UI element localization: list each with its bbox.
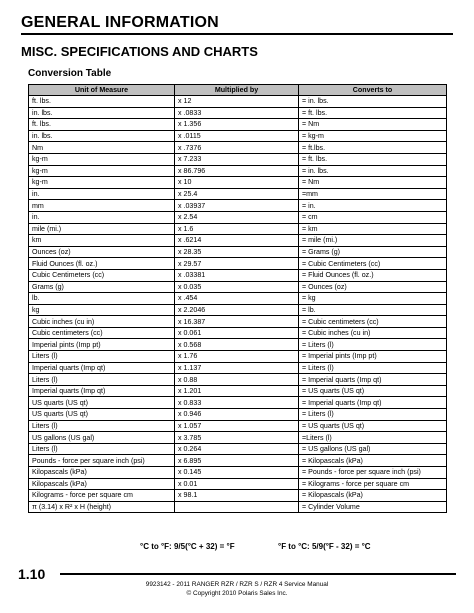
multiplier-cell: x .7376: [175, 142, 299, 154]
footer-manual-title: 9923142 - 2011 RANGER RZR / RZR S / RZR 4 Service Manual: [145, 581, 329, 588]
converts-to-cell: = Imperial quarts (Imp qt): [299, 374, 447, 386]
unit-cell: kg-m: [29, 177, 175, 189]
table-row: [29, 397, 447, 409]
multiplier-cell: x .03937: [175, 200, 299, 212]
unit-cell: Imperial pints (Imp pt): [29, 339, 175, 351]
converts-to-cell: = in. lbs.: [299, 96, 447, 108]
table-row: [29, 235, 447, 247]
converts-to-cell: = Cubic Centimeters (cc): [299, 258, 447, 270]
table-row: [29, 142, 447, 154]
footer-copyright: © Copyright 2010 Polaris Sales Inc.: [186, 590, 288, 597]
unit-cell: Liters (l): [29, 374, 175, 386]
multiplier-cell: x 25.4: [175, 188, 299, 200]
converts-to-cell: = Nm: [299, 177, 447, 189]
converts-to-cell: = Grams (g): [299, 246, 447, 258]
unit-cell: Imperial quarts (Imp qt): [29, 385, 175, 397]
table-row: [29, 269, 447, 281]
converts-to-cell: = Liters (l): [299, 409, 447, 421]
multiplier-cell: x .03381: [175, 269, 299, 281]
converts-to-cell: = cm: [299, 211, 447, 223]
unit-cell: Liters (l): [29, 420, 175, 432]
multiplier-cell: x 0.88: [175, 374, 299, 386]
converts-to-cell: = in. lbs.: [299, 165, 447, 177]
unit-cell: mile (mi.): [29, 223, 175, 235]
converts-to-cell: = kg: [299, 293, 447, 305]
unit-cell: Kilopascals (kPa): [29, 467, 175, 479]
table-row: [29, 177, 447, 189]
converts-to-cell: = Fluid Ounces (fl. oz.): [299, 269, 447, 281]
table-row: [29, 96, 447, 108]
multiplier-cell: x 1.201: [175, 385, 299, 397]
header-rule: [21, 33, 453, 35]
unit-cell: Fluid Ounces (fl. oz.): [29, 258, 175, 270]
unit-cell: ft. lbs.: [29, 119, 175, 131]
multiplier-cell: x 0.061: [175, 327, 299, 339]
unit-cell: lb.: [29, 293, 175, 305]
conversion-table: [28, 84, 447, 513]
unit-cell: Pounds - force per square inch (psi): [29, 455, 175, 467]
table-row: [29, 200, 447, 212]
multiplier-cell: x 2.2046: [175, 304, 299, 316]
unit-cell: Imperial quarts (Imp qt): [29, 362, 175, 374]
unit-cell: mm: [29, 200, 175, 212]
multiplier-cell: x 98.1: [175, 490, 299, 502]
converts-to-cell: = US quarts (US qt): [299, 420, 447, 432]
multiplier-cell: x 7.233: [175, 153, 299, 165]
table-row: [29, 385, 447, 397]
multiplier-cell: x 10: [175, 177, 299, 189]
table-row: [29, 420, 447, 432]
table-row: [29, 304, 447, 316]
table-row: [29, 165, 447, 177]
multiplier-cell: x 16.387: [175, 316, 299, 328]
table-row: [29, 374, 447, 386]
multiplier-cell: x 0.568: [175, 339, 299, 351]
converts-to-cell: =Liters (l): [299, 432, 447, 444]
unit-cell: km: [29, 235, 175, 247]
converts-to-cell: = Cubic centimeters (cc): [299, 316, 447, 328]
table-title: Conversion Table: [28, 68, 112, 79]
unit-cell: kg-m: [29, 153, 175, 165]
multiplier-cell: x 2.54: [175, 211, 299, 223]
unit-cell: US gallons (US gal): [29, 432, 175, 444]
column-header: Converts to: [299, 85, 447, 96]
unit-cell: in.: [29, 211, 175, 223]
table-row: [29, 478, 447, 490]
multiplier-cell: x 0.833: [175, 397, 299, 409]
table-row: [29, 153, 447, 165]
column-header: Multiplied by: [175, 85, 299, 96]
converts-to-cell: = ft. lbs.: [299, 153, 447, 165]
table-row: [29, 281, 447, 293]
unit-cell: Nm: [29, 142, 175, 154]
converts-to-cell: =mm: [299, 188, 447, 200]
multiplier-cell: x 6.895: [175, 455, 299, 467]
unit-cell: kg-m: [29, 165, 175, 177]
table-row: [29, 409, 447, 421]
formula-c-to-f: °C to °F: 9/5(°C + 32) = °F: [140, 542, 235, 551]
unit-cell: US quarts (US qt): [29, 397, 175, 409]
multiplier-cell: x 28.35: [175, 246, 299, 258]
table-row: [29, 467, 447, 479]
converts-to-cell: = lb.: [299, 304, 447, 316]
table-row: [29, 130, 447, 142]
converts-to-cell: = Kilograms - force per square cm: [299, 478, 447, 490]
unit-cell: Liters (l): [29, 351, 175, 363]
table-row: [29, 327, 447, 339]
table-row: [29, 339, 447, 351]
converts-to-cell: = Pounds - force per square inch (psi): [299, 467, 447, 479]
converts-to-cell: = Imperial pints (Imp pt): [299, 351, 447, 363]
formula-f-to-c: °F to °C: 5/9(°F - 32) = °C: [278, 542, 371, 551]
unit-cell: Cubic Centimeters (cc): [29, 269, 175, 281]
unit-cell: Cubic inches (cu in): [29, 316, 175, 328]
unit-cell: Ounces (oz): [29, 246, 175, 258]
converts-to-cell: = ft. lbs.: [299, 107, 447, 119]
multiplier-cell: x 1.6: [175, 223, 299, 235]
converts-to-cell: = km: [299, 223, 447, 235]
column-header: Unit of Measure: [29, 85, 175, 96]
multiplier-cell: x 1.76: [175, 351, 299, 363]
table-row: [29, 501, 447, 513]
table-row: [29, 351, 447, 363]
multiplier-cell: x .454: [175, 293, 299, 305]
table-row: [29, 246, 447, 258]
table-row: [29, 119, 447, 131]
converts-to-cell: = US quarts (US qt): [299, 385, 447, 397]
table-row: [29, 211, 447, 223]
multiplier-cell: x 1.057: [175, 420, 299, 432]
footer-rule: [60, 573, 456, 575]
converts-to-cell: = US gallons (US gal): [299, 443, 447, 455]
page-number: 1.10: [18, 566, 46, 582]
multiplier-cell: x .6214: [175, 235, 299, 247]
converts-to-cell: = ft.lbs.: [299, 142, 447, 154]
unit-cell: US quarts (US qt): [29, 409, 175, 421]
multiplier-cell: x 0.035: [175, 281, 299, 293]
unit-cell: in.: [29, 188, 175, 200]
multiplier-cell: x 3.785: [175, 432, 299, 444]
multiplier-cell: x .0833: [175, 107, 299, 119]
unit-cell: kg: [29, 304, 175, 316]
multiplier-cell: x 0.946: [175, 409, 299, 421]
converts-to-cell: = Kilopascals (kPa): [299, 490, 447, 502]
table-row: [29, 316, 447, 328]
converts-to-cell: = mile (mi.): [299, 235, 447, 247]
multiplier-cell: x 1.137: [175, 362, 299, 374]
table-row: [29, 258, 447, 270]
multiplier-cell: x 0.01: [175, 478, 299, 490]
table-row: [29, 455, 447, 467]
unit-cell: in. lbs.: [29, 107, 175, 119]
converts-to-cell: = Cubic inches (cu in): [299, 327, 447, 339]
converts-to-cell: = Nm: [299, 119, 447, 131]
table-body: [29, 96, 447, 513]
unit-cell: π (3.14) x R² x H (height): [29, 501, 175, 513]
converts-to-cell: = in.: [299, 200, 447, 212]
multiplier-cell: x 0.145: [175, 467, 299, 479]
table-row: [29, 443, 447, 455]
table-row: [29, 107, 447, 119]
unit-cell: Grams (g): [29, 281, 175, 293]
unit-cell: ft. lbs.: [29, 96, 175, 108]
chapter-title: GENERAL INFORMATION: [21, 14, 219, 31]
table-row: [29, 293, 447, 305]
multiplier-cell: x 0.264: [175, 443, 299, 455]
multiplier-cell: x .0115: [175, 130, 299, 142]
converts-to-cell: = Ounces (oz): [299, 281, 447, 293]
table-header-row: [29, 85, 447, 96]
section-title: MISC. SPECIFICATIONS AND CHARTS: [21, 44, 258, 59]
converts-to-cell: = Cylinder Volume: [299, 501, 447, 513]
unit-cell: Kilograms - force per square cm: [29, 490, 175, 502]
unit-cell: Cubic centimeters (cc): [29, 327, 175, 339]
multiplier-cell: x 12: [175, 96, 299, 108]
multiplier-cell: x 86.796: [175, 165, 299, 177]
table-row: [29, 490, 447, 502]
unit-cell: in. lbs.: [29, 130, 175, 142]
multiplier-cell: [175, 501, 299, 513]
converts-to-cell: = Liters (l): [299, 339, 447, 351]
converts-to-cell: = kg-m: [299, 130, 447, 142]
table-row: [29, 362, 447, 374]
unit-cell: Kilopascals (kPa): [29, 478, 175, 490]
table-row: [29, 188, 447, 200]
multiplier-cell: x 1.356: [175, 119, 299, 131]
unit-cell: Liters (l): [29, 443, 175, 455]
converts-to-cell: = Kilopascals (kPa): [299, 455, 447, 467]
table-row: [29, 223, 447, 235]
multiplier-cell: x 29.57: [175, 258, 299, 270]
table-row: [29, 432, 447, 444]
converts-to-cell: = Liters (l): [299, 362, 447, 374]
converts-to-cell: = Imperial quarts (Imp qt): [299, 397, 447, 409]
